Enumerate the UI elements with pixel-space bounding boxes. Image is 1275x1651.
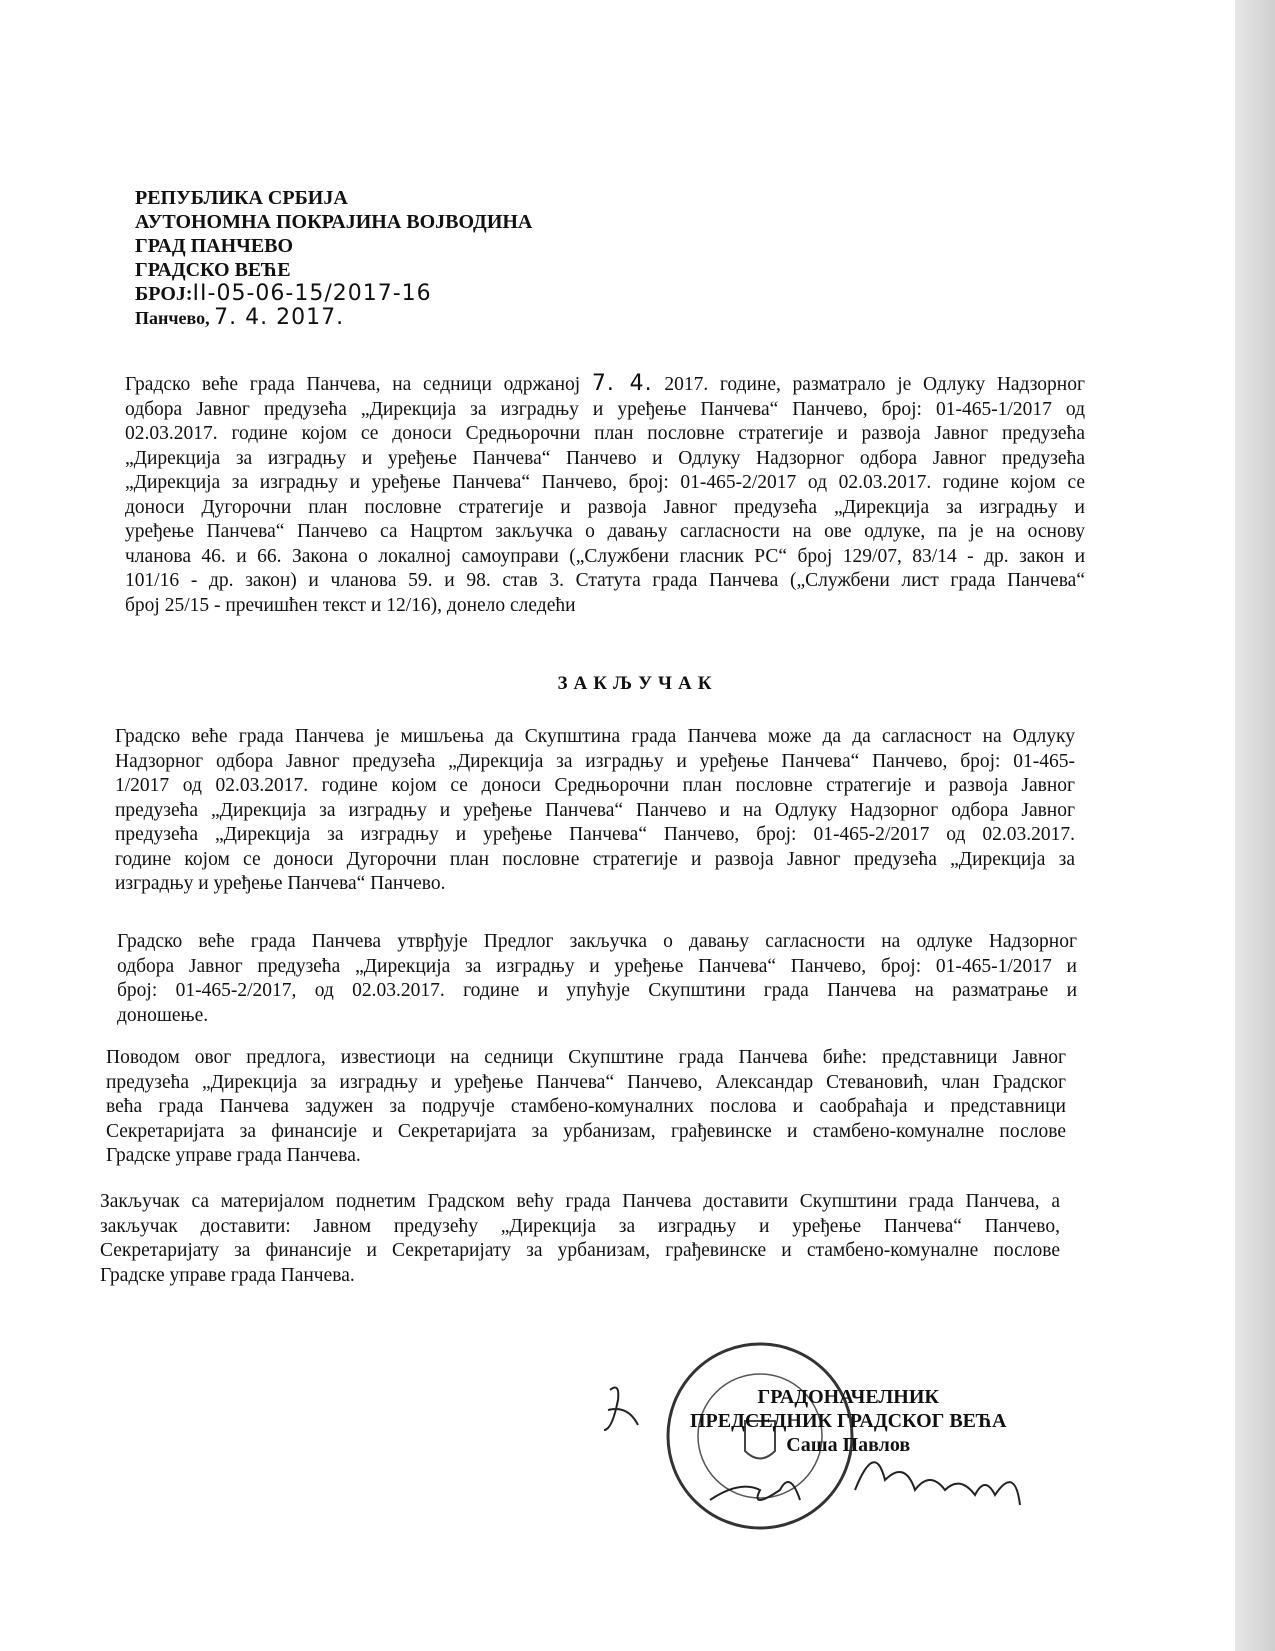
paragraph-line: већа града Панчева задужен за подручје стамбено-комуналних послова и саобраћаја и представници (106, 1096, 1066, 1117)
signatory-title: ГРАДОНАЧЕЛНИК (757, 1386, 939, 1408)
paragraph-line: Градско веће града Панчева је мишљења да Скупштина града Панчева може да да сагласност на Одлуку (115, 726, 1075, 747)
scan-edge-shadow (1235, 0, 1275, 1651)
paragraph-line: 101/16 - др. закон) и чланова 59. и 98. став 3. Статута града Панчева („Службени лист града Панчева“ (125, 570, 1085, 591)
paragraph-line: предузећа „Дирекција за изградњу и уређење Панчева“ Панчево и на Одлуку Надзорног одбора Јавног (115, 799, 1075, 821)
paragraph-line: Градско веће града Панчева утврђује Предлог закључка о давању сагласности на одлуке Надзорног (117, 931, 1077, 952)
handwritten-signature (590, 1370, 1090, 1520)
paragraph-line: уређење Панчева“ Панчево са Нацртом закључка о давању сагласности на ове одлуке, па је на основу (125, 521, 1085, 542)
paragraph-line: Секретаријату за финансије и Секретаријату за урбанизам, грађевинске и стамбено-комуналне послове (100, 1240, 1060, 1261)
paragraph-line: Закључак са материјалом поднетим Градском већу града Панчева доставити Скупштини града Панчева, а (100, 1191, 1060, 1212)
paragraph-line: број 25/15 - пречишћен текст и 12/16), донело следећи (125, 594, 576, 616)
paragraph-line: 1/2017 од 02.03.2017. године којом се доноси Средњорочни план пословне стратегије и развоја Јавног (115, 775, 1075, 796)
paragraph-line: Поводом овог предлога, известиоци на седници Скупштине града Панчева биће: представници Јавног (106, 1047, 1066, 1068)
conclusion-paragraph-2 (117, 930, 1077, 1028)
paragraph-line: доношење. (117, 1004, 209, 1026)
conclusion-paragraph-4 (100, 1190, 1060, 1288)
header-line: РЕПУБЛИКА СРБИЈА (135, 187, 348, 209)
paragraph-line: године којом се доноси Дугорочни план пословне стратегије и развоја Јавног предузећа „Дирекција за (115, 848, 1075, 870)
handwritten-number: II-05-06-15/2017-16 (192, 281, 432, 306)
paragraph-line: предузећа „Дирекција за изградњу и уређење Панчева“ Панчево, Александар Стевановић, члан Градског (106, 1071, 1066, 1093)
paragraph-line: „Дирекција за изградњу и уређење Панчева“ Панчево, број: 01-465-2/2017 од 02.03.2017. године којом се (125, 472, 1085, 493)
header-line: АУТОНОМНА ПОКРАЈИНА ВОЈВОДИНА (135, 211, 533, 233)
document-number: БРОЈ:II-05-06-15/2017-16 (135, 281, 432, 306)
paragraph-line: доноси Дугорочни план пословне стратегије и развоја Јавног предузећа „Дирекција за изградњу и (125, 496, 1085, 518)
paragraph-line: „Дирекција за изградњу и уређење Панчева“ Панчево и Одлуку Надзорног одбора Јавног предузећа (125, 447, 1085, 469)
conclusion-paragraph-3 (106, 1046, 1066, 1169)
handwritten-session-date: 7. 4. (591, 371, 653, 396)
paragraph-line: предузећа „Дирекција за изградњу и уређење Панчева“ Панчево, број: 01-465-2/2017 од 02.03.2017. (115, 824, 1075, 845)
header-line: ГРАД ПАНЧЕВО (135, 235, 294, 257)
conclusion-paragraph-1 (115, 725, 1075, 897)
handwritten-date: 7. 4. 2017. (214, 305, 345, 330)
header-line: ГРАДСКО ВЕЋЕ (135, 259, 291, 281)
document-title: ЗАКЉУЧАК (557, 673, 718, 694)
paragraph-line: број: 01-465-2/2017, од 02.03.2017. године и упућује Скупштини града Панчева на разматрање и (117, 980, 1077, 1001)
paragraph-line: одбора Јавног предузећа „Дирекција за изградњу и уређење Панчева“ Панчево, број: 01-465-1/2017 и (117, 955, 1077, 977)
paragraph-line: 02.03.2017. године којом се доноси Средњорочни план пословне стратегије и развоја Јавног предузећа (125, 423, 1085, 444)
signatory-role: ПРЕДСЕДНИК ГРАДСКОГ ВЕЋА (690, 1410, 1007, 1432)
document-date: Панчево, 7. 4. 2017. (135, 305, 345, 330)
paragraph-line: изградњу и уређење Панчева“ Панчево. (115, 873, 446, 894)
paragraph-line: Секретаријата за финансије и Секретаријата за урбанизам, грађевинске и стамбено-комуналне послове (106, 1120, 1066, 1142)
paragraph-line: Градске управе града Панчева. (106, 1145, 361, 1166)
paragraph-line: Градске управе града Панчева. (100, 1264, 355, 1286)
signatory-name: Саша Павлов (786, 1434, 911, 1456)
paragraph-line: закључак доставити: Јавном предузећу „Дирекција за изградњу и уређење Панчева“ Панчево, (100, 1215, 1060, 1237)
intro-paragraph (125, 372, 1085, 618)
paragraph-line: Надзорног одбора Јавног предузећа „Дирекција за изградњу и уређење Панчева“ Панчево, број: 01-465- (115, 750, 1075, 772)
paragraph-line: одбора Јавног предузећа „Дирекција за изградњу и уређење Панчева“ Панчево, број: 01-465-1/2017 од (125, 398, 1085, 420)
paragraph-line: чланова 46. и 66. Закона о локалној самоуправи („Службени гласник РС“ број 129/07, 83/14 - др. закон и (125, 545, 1085, 567)
paragraph-line: Градско веће града Панчева, на седници одржаној 7. 4. 2017. године, разматрало је Одлуку Надзорног (125, 371, 1085, 396)
document-header (135, 186, 532, 330)
